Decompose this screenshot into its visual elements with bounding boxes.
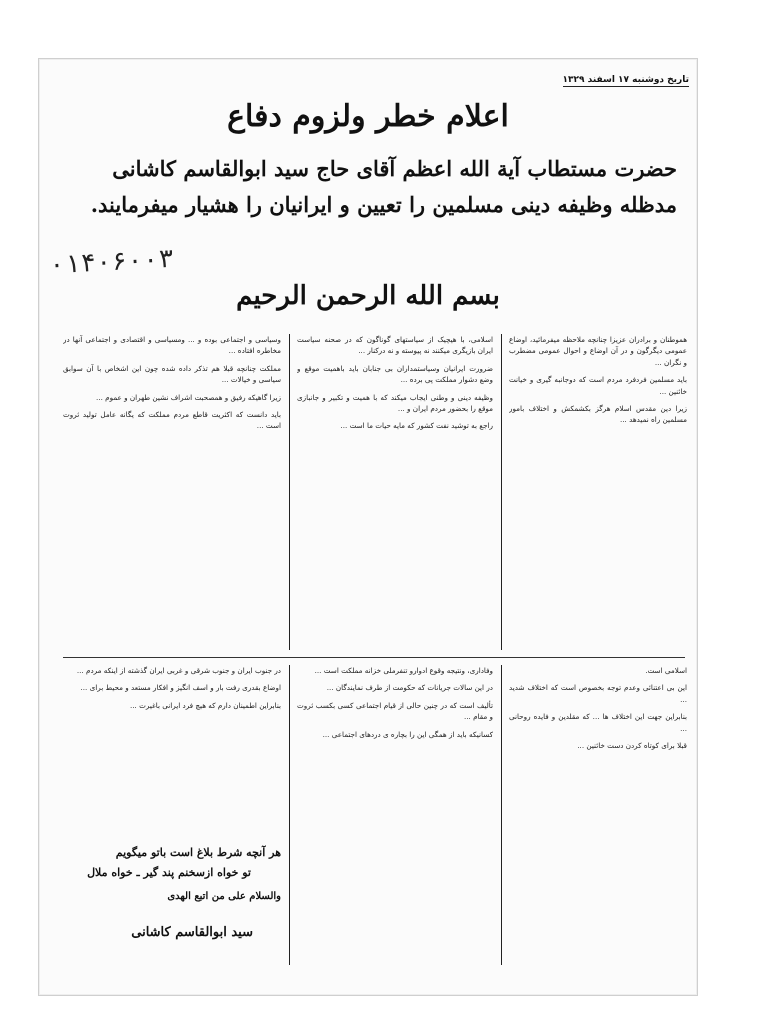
subheadline: حضرت مستطاب آیة الله اعظم آقای حاج سید ابوالقاسم کاشانی مدظله وظیفه دینی مسلمین را تعیین و ایرانیان را هشیار میفرمایند. (90, 156, 677, 217)
closing-line: والسلام علی من اتبع الهدی (167, 891, 281, 902)
section-divider (63, 657, 685, 658)
paragraph: هموطنان و برادران عزیزا چنانچه ملاحظه میفرمائید، اوضاع عمومی دیگرگون و در آن اوضاع و احوال عمومی مضطرب و نگران ... (509, 335, 687, 367)
headline: اعلام خطر ولزوم دفاع (227, 99, 509, 134)
paragraph: اسلامی، با هیچیک از سیاستهای گوناگون که در صحنه سیاست ایران بازیگری میکنند نه پیوسته و نه درکنار ... (297, 335, 493, 356)
paragraph: در جنوب ایران و جنوب شرقی و غربی ایران گذشته از اینکه مردم ... (76, 666, 281, 675)
paragraph: وسیاسی و اجتماعی بوده و ... ومسیاسی و اقتصادی و اجتماعی آنها در مخاطره افتاده ... (63, 335, 281, 356)
paragraph: کسانیکه باید از همگی این را بچاره ی دردهای اجتماعی ... (322, 729, 493, 739)
column-divider (289, 665, 290, 965)
paragraph: باید دانست که اکثریت قاطع مردم مملکت که یگانه عامل تولید ثروت است ... (63, 410, 281, 431)
document-page (38, 58, 698, 996)
column-right-bottom (509, 665, 687, 965)
paragraph: وظیفه دینی و وطنی ایجاب میکند که با همیت و تکبیر و جانبازی موقع را بحضور مردم ایران و ... (297, 392, 493, 414)
poem (63, 843, 281, 883)
column-left-top (63, 334, 281, 650)
date-line: تاریخ دوشنبه ۱۷ اسفند ۱۳۲۹ (562, 75, 689, 85)
paragraph: زیرا دین مقدس اسلام هرگز بکشمکش و اختلاف بامور مسلمین راه نمیدهد ... (509, 404, 687, 425)
column-left-bottom (63, 665, 281, 841)
column-right-top (509, 334, 687, 650)
paragraph: اسلامی است. (645, 666, 687, 675)
paragraph: بنابراین جهت این اختلاف ها ... که مقلدین و فایده روحانی ... (509, 712, 687, 733)
paragraph: زیرا گاهیکه رفیق و همصحبت اشراف نشین طهران و عموم ... (96, 392, 281, 402)
paragraph: مملکت چنانچه قبلا هم تذکر داده شده چون این اشخاص با آن سوابق سیاسی و خیالات ... (63, 363, 281, 385)
poem-line: تو خواه ازسخنم پند گیر ـ خواه ملال (87, 866, 251, 879)
paragraph: راجع به توشید نفت کشور که مایه حیات ما است ... (340, 421, 493, 431)
paragraph: اوضاع بقدری رفت بار و اسف انگیز و افکار مستعد و محیط برای ... (80, 683, 281, 693)
paragraph: ضرورت ایرانیان وسیاستمداران بی جنابان باید باهمیت موقع و وضع دشوار مملکت پی برده ... (297, 363, 493, 385)
basmala: بسم الله الرحمن الرحیم (236, 281, 500, 311)
column-middle-top (297, 334, 493, 650)
paragraph: تألیف است که در چنین حالی از قیام اجتماعی کسی بکسب ثروت و مقام ... (297, 700, 493, 722)
paragraph: در این سالات جریانات که حکومت از طرف نمایندگان ... (326, 683, 493, 693)
paragraph: این بی اعتنائی وعدم توجه بخصوص است که اختلاف شدید ... (509, 683, 687, 704)
signature: سید ابوالقاسم کاشانی (131, 925, 253, 940)
column-divider (501, 665, 502, 965)
paragraph: باید مسلمین فردفرد مردم است که دوجانبه گیری و خیانت خائنین ... (509, 375, 687, 396)
paragraph: قبلا برای کوتاه کردن دست خائنین ... (577, 741, 687, 751)
poem-line: هر آنچه شرط بلاغ است باتو میگویم (115, 846, 281, 859)
column-divider (289, 334, 290, 650)
column-divider (501, 334, 502, 650)
paragraph: بنابراین اطمینان دارم که هیچ فرد ایرانی باغیرت ... (129, 700, 281, 710)
column-middle-bottom (297, 665, 493, 965)
paragraph: وفاداری، ونتیجه وقوع ادوارو تنفرملی خزانه مملکت است ... (314, 666, 493, 675)
archive-number: ۰۱۴۰۶۰۰۳ (48, 243, 175, 281)
